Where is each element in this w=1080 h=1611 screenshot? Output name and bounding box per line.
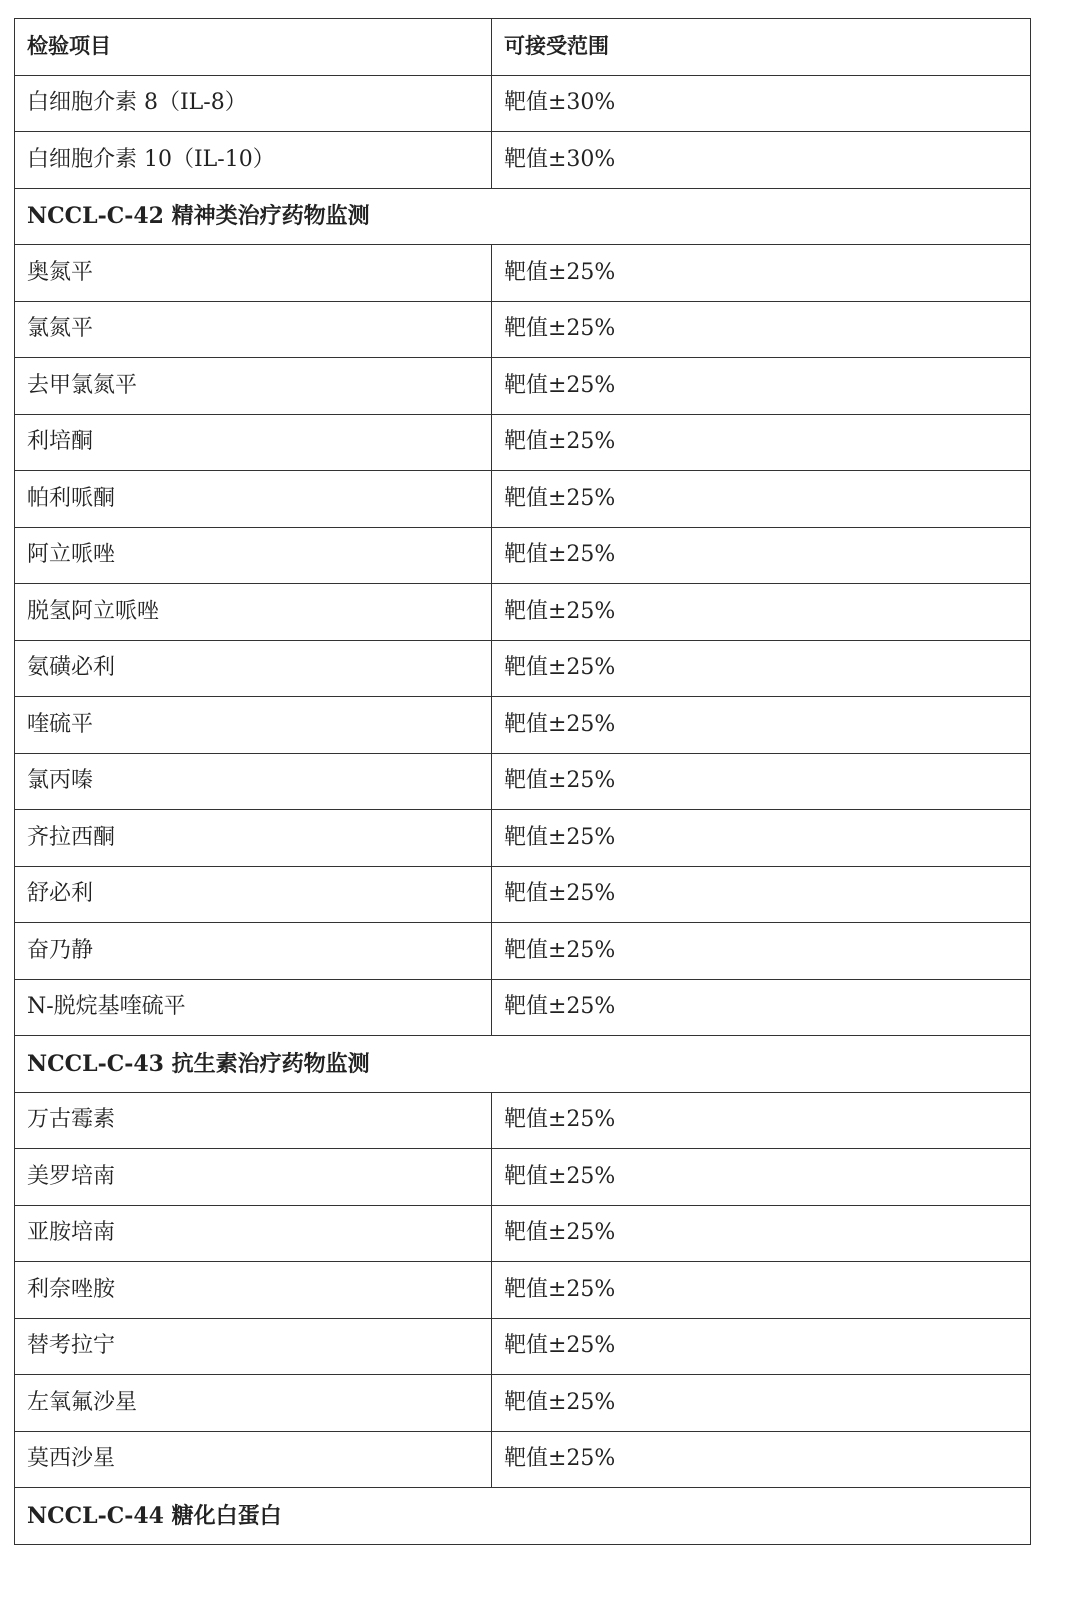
test-item-cell: 脱氢阿立哌唑 (15, 584, 492, 641)
test-item-cell: 万古霉素 (15, 1092, 492, 1149)
table-row (15, 1149, 1031, 1206)
table-row (15, 923, 1031, 980)
test-item-cell: 白细胞介素 10（IL-10） (15, 132, 492, 189)
criteria-table-container (14, 18, 1030, 1545)
test-item-cell: 氯丙嗪 (15, 753, 492, 810)
table-row (15, 245, 1031, 302)
acceptable-range-cell: 靶值±25% (492, 640, 1031, 697)
test-item-cell: 奥氮平 (15, 245, 492, 302)
table-row (15, 1375, 1031, 1432)
test-item-cell: 喹硫平 (15, 697, 492, 754)
acceptance-criteria-table (14, 18, 1031, 1545)
table-row (15, 584, 1031, 641)
acceptable-range-cell: 靶值±25% (492, 1375, 1031, 1432)
acceptable-range-cell: 靶值±25% (492, 1149, 1031, 1206)
acceptable-range-cell: 靶值±25% (492, 697, 1031, 754)
section-row (15, 1036, 1031, 1093)
acceptable-range-cell: 靶值±25% (492, 1431, 1031, 1488)
table-row (15, 753, 1031, 810)
acceptable-range-cell: 靶值±25% (492, 1262, 1031, 1319)
table-row (15, 1262, 1031, 1319)
table-row (15, 1092, 1031, 1149)
test-item-cell: 阿立哌唑 (15, 527, 492, 584)
test-item-cell: 奋乃静 (15, 923, 492, 980)
acceptable-range-cell: 靶值±25% (492, 358, 1031, 415)
acceptable-range-cell: 靶值±25% (492, 584, 1031, 641)
acceptable-range-cell: 靶值±25% (492, 527, 1031, 584)
test-item-cell: 白细胞介素 8（IL-8） (15, 75, 492, 132)
table-row (15, 640, 1031, 697)
test-item-cell: 舒必利 (15, 866, 492, 923)
table-row (15, 75, 1031, 132)
test-item-cell: 亚胺培南 (15, 1205, 492, 1262)
table-row (15, 527, 1031, 584)
table-row (15, 866, 1031, 923)
test-item-cell: 利培酮 (15, 414, 492, 471)
section-title: NCCL-C-43 抗生素治疗药物监测 (15, 1036, 1031, 1093)
test-item-cell: 帕利哌酮 (15, 471, 492, 528)
acceptable-range-cell: 靶值±25% (492, 923, 1031, 980)
test-item-cell: 替考拉宁 (15, 1318, 492, 1375)
table-row (15, 1318, 1031, 1375)
table-row (15, 358, 1031, 415)
acceptable-range-cell: 靶值±25% (492, 414, 1031, 471)
acceptable-range-cell: 靶值±25% (492, 301, 1031, 358)
acceptable-range-cell: 靶值±25% (492, 753, 1031, 810)
table-row (15, 810, 1031, 867)
acceptable-range-cell: 靶值±25% (492, 1318, 1031, 1375)
acceptable-range-cell: 靶值±25% (492, 810, 1031, 867)
acceptable-range-cell: 靶值±30% (492, 75, 1031, 132)
test-item-cell: 莫西沙星 (15, 1431, 492, 1488)
test-item-cell: N-脱烷基喹硫平 (15, 979, 492, 1036)
table-row (15, 1205, 1031, 1262)
test-item-cell: 美罗培南 (15, 1149, 492, 1206)
test-item-cell: 利奈唑胺 (15, 1262, 492, 1319)
table-row (15, 1431, 1031, 1488)
acceptable-range-cell: 靶值±25% (492, 1205, 1031, 1262)
table-row (15, 414, 1031, 471)
acceptable-range-cell: 靶值±25% (492, 1092, 1031, 1149)
table-row (15, 697, 1031, 754)
section-title: NCCL-C-44 糖化白蛋白 (15, 1488, 1031, 1545)
test-item-cell: 氨磺必利 (15, 640, 492, 697)
header-test-item: 检验项目 (15, 19, 492, 76)
table-body (15, 19, 1031, 1545)
acceptable-range-cell: 靶值±25% (492, 979, 1031, 1036)
test-item-cell: 氯氮平 (15, 301, 492, 358)
acceptable-range-cell: 靶值±25% (492, 471, 1031, 528)
section-title: NCCL-C-42 精神类治疗药物监测 (15, 188, 1031, 245)
table-row (15, 979, 1031, 1036)
section-row (15, 188, 1031, 245)
acceptable-range-cell: 靶值±25% (492, 245, 1031, 302)
test-item-cell: 去甲氯氮平 (15, 358, 492, 415)
acceptable-range-cell: 靶值±30% (492, 132, 1031, 189)
section-row (15, 1488, 1031, 1545)
test-item-cell: 齐拉西酮 (15, 810, 492, 867)
table-header-row (15, 19, 1031, 76)
table-row (15, 301, 1031, 358)
acceptable-range-cell: 靶值±25% (492, 866, 1031, 923)
header-acceptable-range: 可接受范围 (492, 19, 1031, 76)
test-item-cell: 左氧氟沙星 (15, 1375, 492, 1432)
table-row (15, 132, 1031, 189)
table-row (15, 471, 1031, 528)
